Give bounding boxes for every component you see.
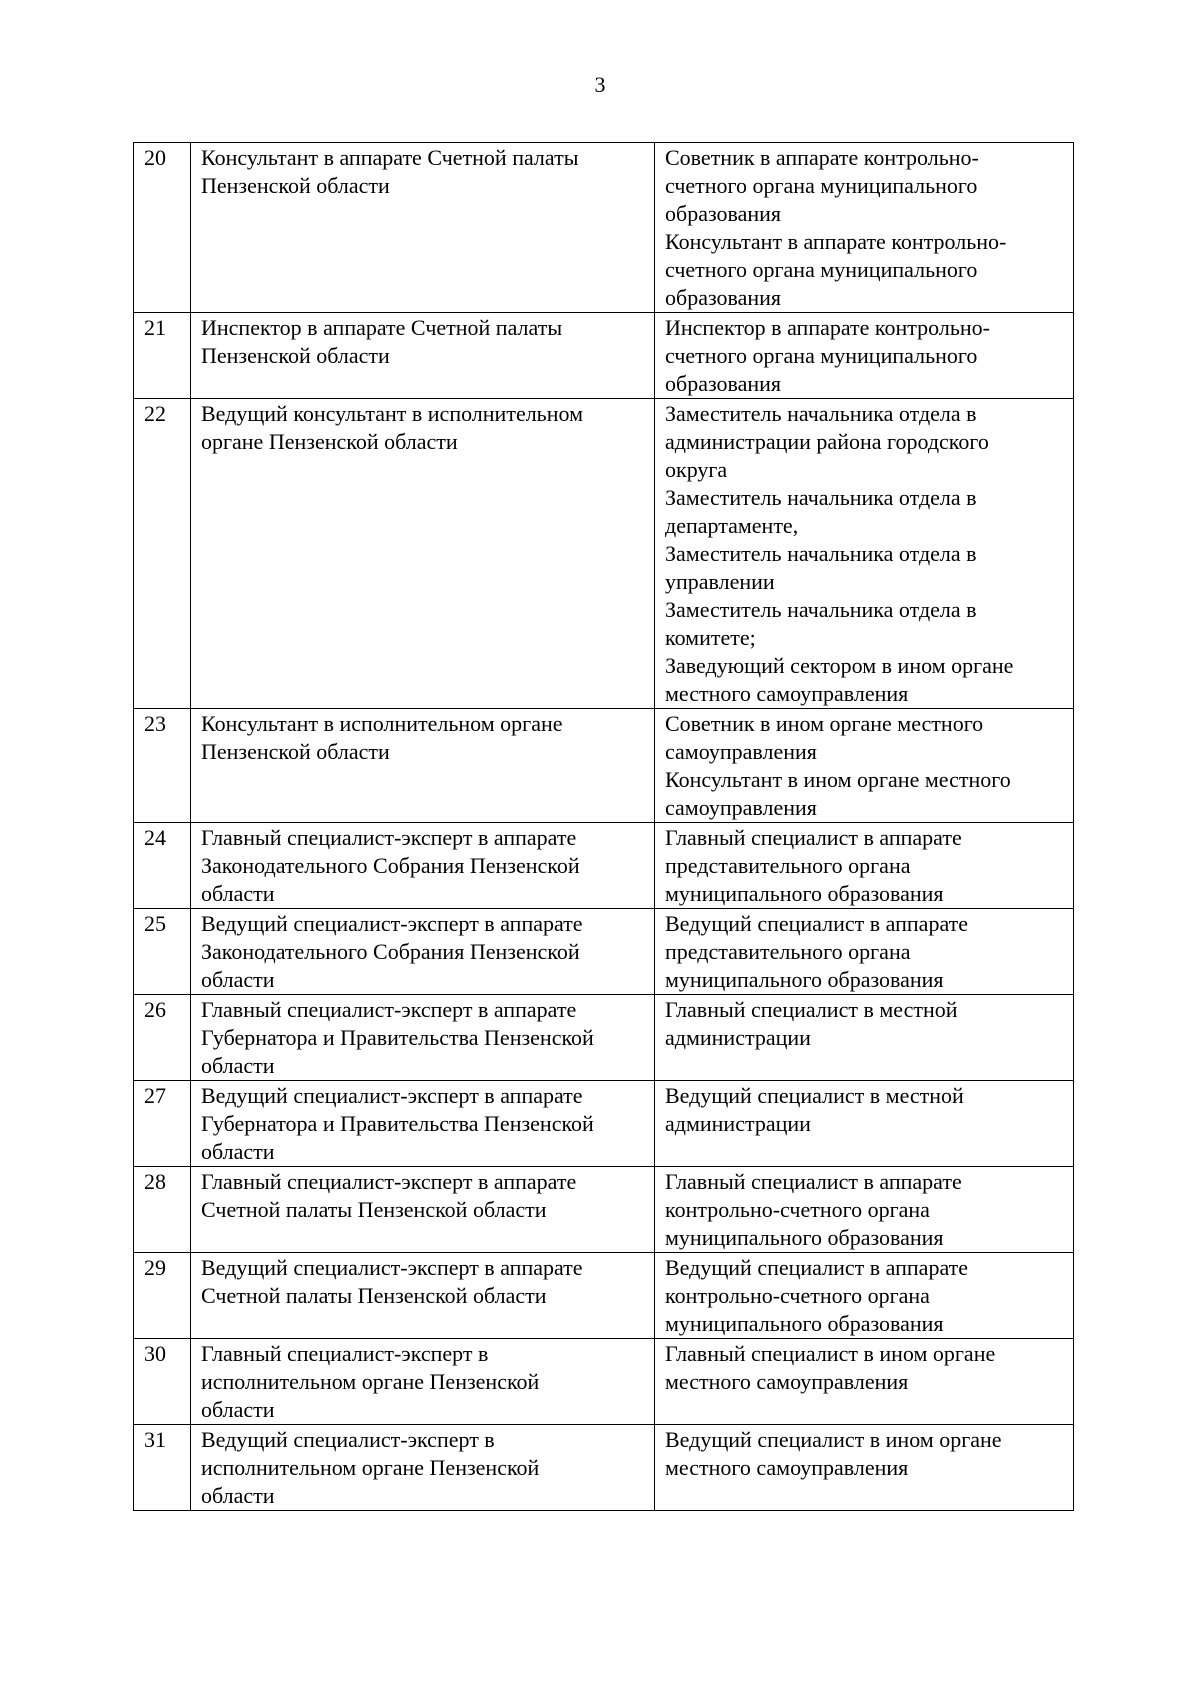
positions-table [133,142,1074,1511]
municipal-position-line: Советник в аппарате контрольно- [665,145,979,170]
row-number: 21 [134,313,191,399]
municipal-position-line: счетного органа муниципального [665,173,978,198]
municipal-position-line: муниципального образования [665,881,944,906]
municipal-position-line: контрольно-счетного органа [665,1283,930,1308]
municipal-position-line: контрольно-счетного органа [665,1197,930,1222]
positions-table-body [134,143,1074,1511]
municipal-position-line: Ведущий специалист в ином органе [665,1427,1002,1452]
regional-position-cell [191,995,655,1081]
municipal-position-line: представительного органа [665,939,911,964]
regional-position-line: Главный специалист-эксперт в [201,1341,489,1366]
regional-position-line: Ведущий консультант в исполнительном [201,401,583,426]
regional-position-cell [191,1167,655,1253]
municipal-position-cell [655,313,1074,399]
municipal-position-line: счетного органа муниципального [665,343,978,368]
municipal-position-line: образования [665,285,782,310]
regional-position-line: области [201,1397,275,1422]
regional-position-line: Счетной палаты Пензенской области [201,1197,547,1222]
regional-position-cell [191,143,655,313]
row-number: 24 [134,823,191,909]
municipal-position-line: самоуправления [665,795,817,820]
municipal-position-line: департаменте, [665,513,799,538]
regional-position-line: Пензенской области [201,343,390,368]
regional-position-line: органе Пензенской области [201,429,458,454]
table-row [134,1425,1074,1511]
table-row [134,399,1074,709]
table-row [134,823,1074,909]
municipal-position-line: администрации [665,1111,811,1136]
municipal-position-line: Главный специалист в ином органе [665,1341,996,1366]
regional-position-line: Инспектор в аппарате Счетной палаты [201,315,563,340]
regional-position-line: области [201,1139,275,1164]
table-row [134,709,1074,823]
municipal-position-line: счетного органа муниципального [665,257,978,282]
row-number: 20 [134,143,191,313]
regional-position-cell [191,823,655,909]
regional-position-cell [191,1425,655,1511]
regional-position-line: исполнительном органе Пензенской [201,1369,540,1394]
municipal-position-cell [655,1167,1074,1253]
regional-position-line: области [201,1483,275,1508]
row-number: 31 [134,1425,191,1511]
regional-position-line: Главный специалист-эксперт в аппарате [201,1169,577,1194]
municipal-position-line: Ведущий специалист в аппарате [665,1255,969,1280]
municipal-position-line: Заместитель начальника отдела в [665,541,977,566]
municipal-position-line: управлении [665,569,775,594]
municipal-position-cell [655,709,1074,823]
municipal-position-cell [655,143,1074,313]
regional-position-line: области [201,881,275,906]
regional-position-line: Ведущий специалист-эксперт в аппарате [201,1083,583,1108]
regional-position-line: Законодательного Собрания Пензенской [201,939,580,964]
regional-position-line: Консультант в аппарате Счетной палаты [201,145,579,170]
regional-position-cell [191,1253,655,1339]
municipal-position-cell [655,1081,1074,1167]
regional-position-line: Счетной палаты Пензенской области [201,1283,547,1308]
regional-position-cell [191,709,655,823]
page-number: 3 [594,72,606,97]
table-row [134,995,1074,1081]
regional-position-cell [191,909,655,995]
regional-position-line: Губернатора и Правительства Пензенской [201,1111,594,1136]
regional-position-line: исполнительном органе Пензенской [201,1455,540,1480]
regional-position-line: области [201,1053,275,1078]
table-row [134,143,1074,313]
regional-position-line: Ведущий специалист-эксперт в [201,1427,495,1452]
municipal-position-line: Заведующий сектором в ином органе [665,653,1014,678]
municipal-position-line: муниципального образования [665,1225,944,1250]
regional-position-line: Главный специалист-эксперт в аппарате [201,997,577,1022]
row-number: 22 [134,399,191,709]
municipal-position-line: местного самоуправления [665,1455,909,1480]
regional-position-line: Губернатора и Правительства Пензенской [201,1025,594,1050]
municipal-position-line: комитете; [665,625,756,650]
regional-position-cell [191,1339,655,1425]
municipal-position-line: Заместитель начальника отдела в [665,597,977,622]
municipal-position-line: Инспектор в аппарате контрольно- [665,315,990,340]
regional-position-line: Пензенской области [201,739,390,764]
municipal-position-line: образования [665,201,782,226]
municipal-position-line: муниципального образования [665,967,944,992]
row-number: 30 [134,1339,191,1425]
regional-position-line: Законодательного Собрания Пензенской [201,853,580,878]
table-row [134,1167,1074,1253]
municipal-position-line: Советник в ином органе местного [665,711,984,736]
row-number: 29 [134,1253,191,1339]
municipal-position-cell [655,909,1074,995]
regional-position-line: Ведущий специалист-эксперт в аппарате [201,911,583,936]
table-row [134,1253,1074,1339]
municipal-position-line: самоуправления [665,739,817,764]
row-number: 28 [134,1167,191,1253]
municipal-position-line: Главный специалист в аппарате [665,825,962,850]
municipal-position-line: администрации района городского [665,429,989,454]
municipal-position-cell [655,1339,1074,1425]
municipal-position-line: представительного органа [665,853,911,878]
municipal-position-line: Заместитель начальника отдела в [665,485,977,510]
row-number: 27 [134,1081,191,1167]
municipal-position-cell [655,1253,1074,1339]
municipal-position-line: образования [665,371,782,396]
municipal-position-line: местного самоуправления [665,1369,909,1394]
municipal-position-line: Главный специалист в местной [665,997,958,1022]
table-row [134,313,1074,399]
municipal-position-cell [655,1425,1074,1511]
regional-position-cell [191,1081,655,1167]
municipal-position-line: Заместитель начальника отдела в [665,401,977,426]
municipal-position-line: местного самоуправления [665,681,909,706]
regional-position-line: Ведущий специалист-эксперт в аппарате [201,1255,583,1280]
regional-position-line: области [201,967,275,992]
municipal-position-cell [655,823,1074,909]
regional-position-line: Пензенской области [201,173,390,198]
municipal-position-cell [655,995,1074,1081]
municipal-position-line: муниципального образования [665,1311,944,1336]
row-number: 25 [134,909,191,995]
municipal-position-line: администрации [665,1025,811,1050]
municipal-position-line: Ведущий специалист в местной [665,1083,964,1108]
municipal-position-line: Консультант в ином органе местного [665,767,1011,792]
municipal-position-line: округа [665,457,728,482]
municipal-position-line: Консультант в аппарате контрольно- [665,229,1007,254]
municipal-position-cell [655,399,1074,709]
row-number: 26 [134,995,191,1081]
table-row [134,909,1074,995]
municipal-position-line: Главный специалист в аппарате [665,1169,962,1194]
row-number: 23 [134,709,191,823]
table-row [134,1339,1074,1425]
table-row [134,1081,1074,1167]
regional-position-cell [191,399,655,709]
municipal-position-line: Ведущий специалист в аппарате [665,911,969,936]
regional-position-cell [191,313,655,399]
regional-position-line: Главный специалист-эксперт в аппарате [201,825,577,850]
regional-position-line: Консультант в исполнительном органе [201,711,563,736]
